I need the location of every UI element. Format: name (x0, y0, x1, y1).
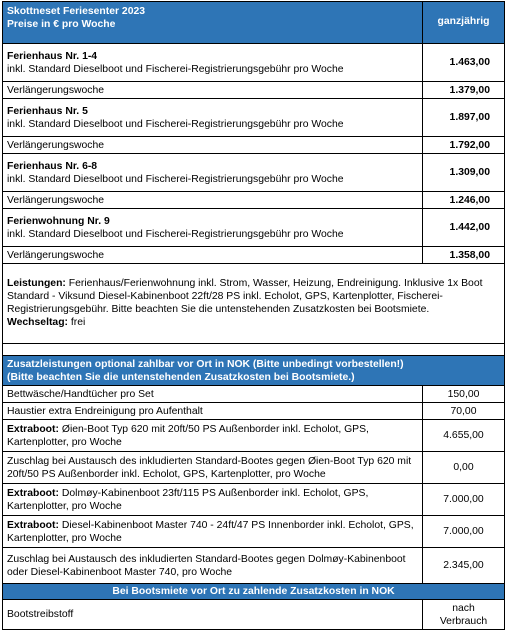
boat-cost-text: Bootstreibstoff (3, 600, 423, 630)
extension-row (3, 192, 505, 209)
extra-price: 4.655,00 (423, 420, 505, 452)
house-name: Ferienhaus Nr. 6-8 (7, 160, 98, 172)
house-price: 1.309,00 (423, 154, 505, 192)
page-title: Skottneset Feriesenter 2023 (7, 6, 146, 17)
house-row (3, 209, 505, 247)
spacer-cell (3, 344, 505, 356)
season-column-header: ganzjährig (423, 2, 505, 44)
house-price: 1.463,00 (423, 44, 505, 82)
change-day-label: Wechseltag: (7, 317, 69, 328)
house-row (3, 154, 505, 192)
price-table (2, 1, 505, 630)
extra-text: Extraboot: Øien-Boot Typ 620 mit 20ft/50 PS Außenborder inkl. Echolot, GPS, Kartenplotter, pro Woche (3, 420, 423, 452)
services-info-row (3, 264, 505, 344)
house-desc: inkl. Standard Dieselboot und Fischerei-Registrierungsgebühr pro Woche (7, 228, 344, 240)
extra-price: 7.000,00 (423, 516, 505, 548)
change-day-paragraph (7, 316, 500, 329)
house-cell (3, 154, 423, 192)
extension-price: 1.792,00 (423, 137, 505, 154)
extra-text: Zuschlag bei Austausch des inkludierten Standard-Bootes gegen Dolmøy-Kabinenboot oder Diesel-Kabinenboot Master 740, pro Woche (3, 548, 423, 584)
services-info-cell (3, 264, 505, 344)
services-label: Leistungen: (7, 278, 66, 289)
services-paragraph (7, 277, 500, 316)
extra-row (3, 516, 505, 548)
extension-row (3, 247, 505, 264)
services-text: Ferienhaus/Ferienwohnung inkl. Strom, Wasser, Heizung, Endreinigung. Inklusive 1x Boot Standard - Viksund Diesel-Kabinenboot 22ft/28 PS inkl. Echolot, GPS, Kartenplotter, Fischerei-Registrierungsgebühr. Bitte beachten Sie die untenstehenden Zusatzkosten bei Bootsmiete. (7, 278, 483, 315)
house-cell (3, 44, 423, 82)
extras-header-line2: (Bitte beachten Sie die untenstehenden Zusatzkosten bei Bootsmiete.) (7, 371, 355, 383)
extra-row (3, 548, 505, 584)
header-row (3, 2, 505, 44)
extra-price: 70,00 (423, 403, 505, 420)
extension-price: 1.379,00 (423, 82, 505, 99)
extras-header-row (3, 356, 505, 386)
boat-cost-price: nach Verbrauch (423, 600, 505, 630)
extra-row (3, 403, 505, 420)
extra-row (3, 452, 505, 484)
extension-row (3, 82, 505, 99)
house-row (3, 99, 505, 137)
extension-label: Verlängerungswoche (3, 247, 423, 264)
page-subtitle: Preise in € pro Woche (7, 19, 116, 30)
extension-row (3, 137, 505, 154)
house-name: Ferienhaus Nr. 5 (7, 105, 88, 117)
extension-label: Verlängerungswoche (3, 137, 423, 154)
boat-costs-header: Bei Bootsmiete vor Ort zu zahlende Zusatzkosten in NOK (3, 584, 505, 600)
extra-text: Haustier extra Endreinigung pro Aufenthalt (3, 403, 423, 420)
extension-price: 1.246,00 (423, 192, 505, 209)
boat-costs-header-row (3, 584, 505, 600)
house-name: Ferienhaus Nr. 1-4 (7, 50, 98, 62)
extension-label: Verlängerungswoche (3, 192, 423, 209)
house-price: 1.897,00 (423, 99, 505, 137)
extra-text: Zuschlag bei Austausch des inkludierten Standard-Bootes gegen Øien-Boot Typ 620 mit 20ft/50 PS Außenborder inkl. Echolot, GPS, Kartenplotter, pro Woche (3, 452, 423, 484)
extra-row (3, 386, 505, 403)
house-name: Ferienwohnung Nr. 9 (7, 215, 110, 227)
extra-row (3, 484, 505, 516)
extra-text: Bettwäsche/Handtücher pro Set (3, 386, 423, 403)
extras-header-line1: Zusatzleistungen optional zahlbar vor Ort in NOK (Bitte unbedingt vorbestellen!) (7, 358, 404, 370)
header-title-cell (3, 2, 423, 44)
extra-price: 7.000,00 (423, 484, 505, 516)
spacer-row (3, 344, 505, 356)
house-price: 1.442,00 (423, 209, 505, 247)
extension-label: Verlängerungswoche (3, 82, 423, 99)
house-cell (3, 99, 423, 137)
house-cell (3, 209, 423, 247)
change-day-text: frei (68, 317, 86, 328)
extra-row (3, 420, 505, 452)
price-table-wrapper (2, 1, 504, 630)
extension-price: 1.358,00 (423, 247, 505, 264)
house-row (3, 44, 505, 82)
extra-text: Extraboot: Dolmøy-Kabinenboot 23ft/115 PS Außenborder inkl. Echolot, GPS, Kartenplotter, pro Woche (3, 484, 423, 516)
extras-header-cell (3, 356, 505, 386)
extra-price: 0,00 (423, 452, 505, 484)
extra-text: Extraboot: Diesel-Kabinenboot Master 740 - 24ft/47 PS Innenborder inkl. Echolot, GPS, Kartenplotter, pro Woche (3, 516, 423, 548)
extra-price: 2.345,00 (423, 548, 505, 584)
boat-cost-row (3, 600, 505, 630)
extra-price: 150,00 (423, 386, 505, 403)
house-desc: inkl. Standard Dieselboot und Fischerei-Registrierungsgebühr pro Woche (7, 63, 344, 75)
house-desc: inkl. Standard Dieselboot und Fischerei-Registrierungsgebühr pro Woche (7, 118, 344, 130)
house-desc: inkl. Standard Dieselboot und Fischerei-Registrierungsgebühr pro Woche (7, 173, 344, 185)
